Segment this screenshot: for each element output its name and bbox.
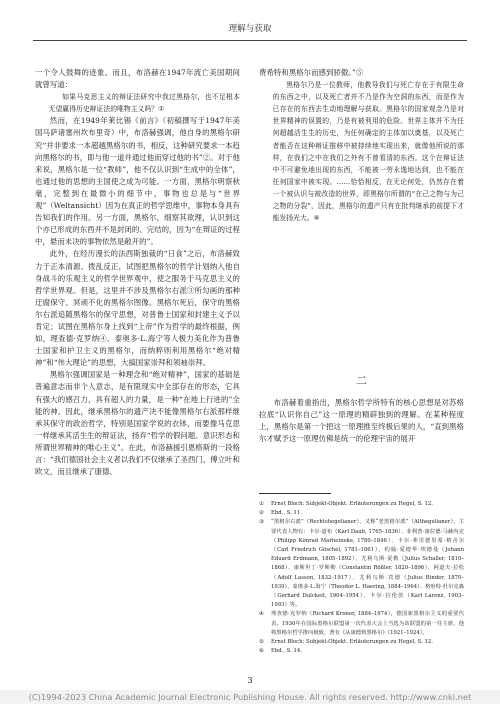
paragraph: 此外，在经历漫长的法西斯独裁的“日食”之后，布洛赫致力于正本清源、拨乱反正，试图把黑格尔的哲学计划纳入他自身战斗的乐观主义的哲学世界观中，使之服务于马克思主义的哲学世界观。但是，这里并不涉及黑格尔右派③所勾画的那种迂腐保守、冥顽不化的黑格尔图像。黑格尔死后，保守的黑格尔右派追随黑格尔的保守思想，对普鲁士国家和封建主义予以肯定；试图在黑格尔身上找到“上帝”作为哲学的最终根据，例如，理查德·克罗纳④、泰奥多·L.海宁等人极力美化作为普鲁士国家和护卫主义的黑格尔，而纳粹则利用黑格尔“绝对精神”和“伟大理论”的思想，大搞国家崇拜和领袖崇拜。 (35, 249, 240, 368)
paragraph: 费希特和黑格尔而感到骄傲。”⑤ (259, 68, 364, 77)
running-header-title: 理解与获取 (228, 24, 272, 34)
footnote: ⑤ Ernst Bloch: Subjekt-Objekt. Erläuterungen zu Hegel, S. 12. (259, 639, 433, 646)
footnote: ① Ernst Bloch: Subjekt-Objekt. Erläuterungen zu Hegel, S. 12. (259, 501, 433, 507)
footnotes (259, 500, 464, 656)
left-column (35, 67, 240, 478)
paragraph: 布洛赫着重指出，黑格尔哲学所特有的核心思想是对苏格拉底“认识你自己”这一原理的精辟独到的理解。在某种程度上，黑格尔是第一个把这一原理推至终极后果的人，“直到黑格尔才赋予这一原理仿佛是统一的伦理宇宙的展开 (259, 398, 464, 444)
footnote: ② Ebd., S. 11. (259, 510, 302, 517)
block-quote: 如果马克思主义的辩证法研究中我过黑格尔，也不足根本无望赢得历史辩证法的唯物主义吗？① (48, 93, 240, 114)
footnote: ⑥ Ebd., S. 14. (259, 648, 302, 655)
right-column (259, 67, 464, 367)
paragraph: 一个令人鼓舞的迹象。而且，布洛赫在1947年流亡美国期间就曾写道： (35, 68, 240, 90)
paragraph: 然而，在1949年莱比锡《前言》（初稿撰写于1947年美国马萨诸塞州坎布里奇）中，布洛赫强调，他自身的黑格尔研究“并非要求一本超越黑格尔的书，相反，这种研究要求一本趋向黑格尔的书，即与他一道并通过他而穿过他的书”②。对于他来说，黑格尔是一位“教师”，他不仅认识到“生成中的全体”，也通过他的思想的主国使之成为可能。一方面，黑格尔明察秋毫，完整到在最微小的细节中，事物也总是与“世界观”（Weltansicht）因为在真正的哲学思维中，事物本身具有告知我们的作用。另一方面，黑格尔，细察其欲理，认识到这个亦已形成的东西并不是封闭的、完结的，因为“在辩证的过程中，悬而未决的事物依然是敞开的”。 (35, 116, 240, 247)
right-column-section-two (259, 397, 464, 487)
footnote: ④ 理查德·克罗纳（Richard Kroner, 1884–1974），德国新黑格尔主义的重要代表。1930年在国际黑格尔联盟第一次代表大会上当选为该联盟的第一任主席，他将黑格尔哲学推向极致，著有《从康德到黑格尔》（1921–1924）。 (259, 611, 464, 636)
block-quote: 黑格尔乃是一位教师，他教导我们与死亡存在于有限生命的东西之中，以及死亡者并不乃是作为空洞的东西，而是作为已存在的东西去生动地理解与获取。黑格尔的国家观念乃是对世界精神的误置的，乃是有被利用的危险。世界主体并不为任何超越活生生的历史，为任何确定的主体加以奠基，以及死亡者能否在这种辩证推移中被持续地实现出来，就像他所说的那样，在我们之中在我们之外有不曾看清的东西。这个在辩证法中不可避免地出现的东西，不能被一劳永逸地达到，也不能在任何国家中被实现。……恰恰相反，在无论何处，仍然存在着一个被认识与被改造的世界，即黑格尔所谓的“在己之物与为己之物的分裂”，因此，黑格尔的遗产只有在批判继承的前提下才能发扬光大。⑥ (272, 81, 464, 223)
running-header (33, 18, 467, 41)
paragraph: 黑格尔强调国家是一种理念和“绝对精神”，国家的基础是普遍意志而非个人意志，是有限现实中全部存在的形态，它具有强大的感召力，具有超人的力量，是一种“在地上行进的”全能的神。因此，继承黑格尔的遗产决不能像黑格尔右派那样继承其保守的政治哲学，特别是国家学说的衣钵，而要像马克思一样继承其活生生的辩证法，扬弃“哲学的假问题、意识形态和所谓世界精神的唯心主义”。在此，布洛赫援引恩格斯的一段格言：“我们德国社会主义者以我们不仅继承了圣西门、傅立叶和欧文，而且继承了康德、 (35, 370, 240, 477)
page-number: 3 (247, 676, 253, 685)
copyright-footer: (C)1994-2023 China Academic Journal Electronic Publishing House. All rights reserved. http://www.cnki.net (0, 690, 500, 704)
footnote: ③ “黑格尔右派”（Rechtshegelianer），又称“老黑格尔派”（Althegelianer），主要代表人物有：卡尔·道布（Karl Daub, 1765–1836）、菲利普·康拉德·马赫内克（Philipp Konrad Marheineke, 1780–1846）、卡尔·弗里德里希·格舍尔（Carl Friedrich Göschel, 1781–1861）、约翰·爱德华·埃德曼（Johann Eduard Erdmann, 1805–1892）、尤利乌斯·夏勒（Julius Schaller, 1810–1868）、康斯坦丁·罗斯勒（Constantin Rößler, 1820–1896）、阿道夫·拉松（Adolf Lasson, 1832–1917）、尤利乌斯·宾德（Julius Binder, 1870–1939）、泰奥多·L.海宁（Theodor L. Haering, 1884–1964）、格哈特·杜尔克森（Gerhard Dulckeit, 1904–1954）、卡尔·拉伦茨（Karl Larenz, 1903–1993）等。 (259, 519, 464, 609)
footnote-divider (259, 493, 331, 494)
section-number: 二 (356, 374, 367, 387)
